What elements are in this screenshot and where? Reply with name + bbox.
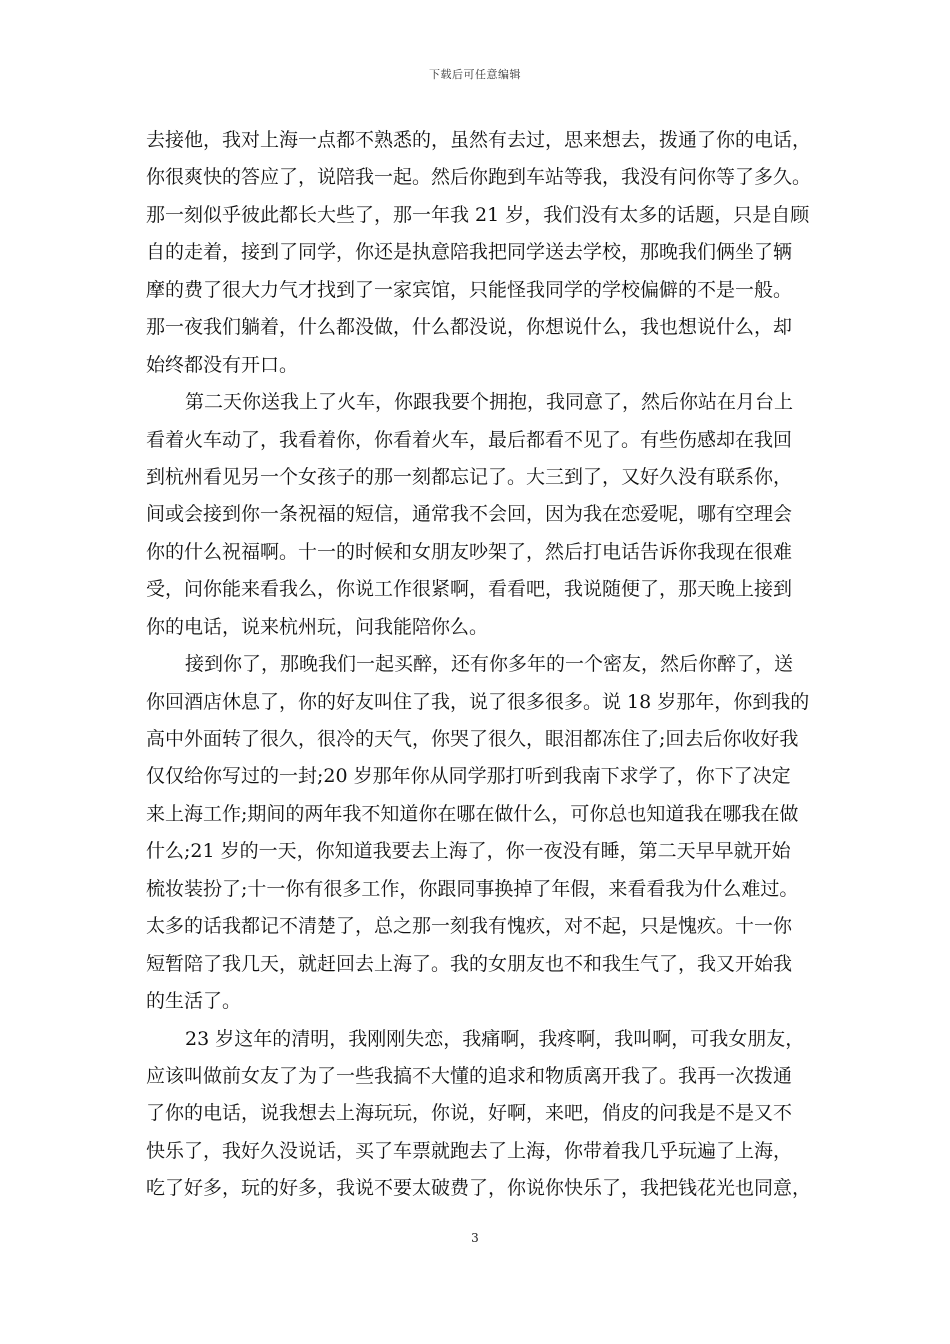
text-line: 太多的话我都记不清楚了，总之那一刻我有愧疚，对不起，只是愧疚。十一你: [146, 915, 793, 938]
text-line: 看着火车动了，我看着你，你看着火车，最后都看不见了。有些伤感却在我回: [146, 428, 793, 451]
paragraph-first-line: 接到你了，那晚我们一起买醉，还有你多年的一个密友，然后你醉了，送: [185, 653, 794, 676]
paragraph-first-line: 第二天你送我上了火车，你跟我要个拥抱，我同意了，然后你站在月台上: [185, 391, 794, 414]
text-line: 什么;21 岁的一天，你知道我要去上海了，你一夜没有睡，第二天早早就开始: [146, 840, 791, 863]
document-body: [146, 122, 826, 1208]
text-line: 来上海工作;期间的两年我不知道你在哪在做什么，可你总也知道我在哪我在做: [146, 802, 799, 825]
text-line: 的生活了。: [146, 990, 242, 1013]
text-line: 高中外面转了很久，很冷的天气，你哭了很久，眼泪都冻住了;回去后你收好我: [146, 728, 799, 750]
page-number: 3: [471, 1231, 479, 1245]
text-line: 那一夜我们躺着，什么都没做，什么都没说，你想说什么，我也想说什么，却: [146, 316, 793, 339]
text-line: 梳妆装扮了;十一你有很多工作，你跟同事换掉了年假，来看看我为什么难过。: [146, 877, 799, 900]
text-line: 摩的费了很大力气才找到了一家宾馆，只能怪我同学的学校偏僻的不是一般。: [146, 278, 793, 301]
text-line: 吃了好多，玩的好多，我说不要太破费了，你说你快乐了，我把钱花光也同意，: [146, 1177, 812, 1200]
paragraph-first-line: 23 岁这年的清明，我刚刚失恋，我痛啊，我疼啊，我叫啊，可我女朋友，: [185, 1027, 805, 1050]
page-header: 下载后可任意编辑: [429, 68, 521, 81]
text-line: 快乐了，我好久没说话，买了车票就跑去了上海，你带着我几乎玩遍了上海，: [146, 1139, 793, 1162]
text-line: 始终都没有开口。: [146, 353, 299, 376]
text-line: 受，问你能来看我么，你说工作很紧啊，看看吧，我说随便了，那天晚上接到: [146, 578, 793, 601]
text-line: 到杭州看见另一个女孩子的那一刻都忘记了。大三到了，又好久没有联系你，: [146, 465, 793, 488]
text-line: 你的什么祝福啊。十一的时候和女朋友吵架了，然后打电话告诉你我现在很难: [146, 540, 793, 563]
text-line: 你回酒店休息了，你的好友叫住了我，说了很多很多。说 18 岁那年，你到我的: [146, 690, 810, 713]
text-line: 那一刻似乎彼此都长大些了，那一年我 21 岁，我们没有太多的话题，只是自顾: [146, 203, 810, 226]
text-line: 短暂陪了我几天，就赶回去上海了。我的女朋友也不和我生气了，我又开始我: [146, 952, 793, 975]
text-line: 仅仅给你写过的一封;20 岁那年你从同学那打听到我南下求学了，你下了决定: [146, 765, 791, 788]
text-line: 应该叫做前女友了为了一些我搞不大懂的追求和物质离开我了。我再一次拨通: [146, 1064, 793, 1087]
text-line: 间或会接到你一条祝福的短信，通常我不会回，因为我在恋爱呢，哪有空理会: [146, 503, 793, 526]
text-line: 了你的电话，说我想去上海玩玩，你说，好啊，来吧，俏皮的问我是不是又不: [146, 1102, 793, 1125]
text-line: 你很爽快的答应了，说陪我一起。然后你跑到车站等我，我没有问你等了多久。: [146, 166, 812, 189]
text-line: 自的走着，接到了同学，你还是执意陪我把同学送去学校，那晚我们俩坐了辆: [146, 241, 793, 264]
text-line: 你的电话，说来杭州玩，问我能陪你么。: [146, 615, 489, 638]
text-line: 去接他，我对上海一点都不熟悉的，虽然有去过，思来想去，拨通了你的电话，: [146, 129, 812, 151]
